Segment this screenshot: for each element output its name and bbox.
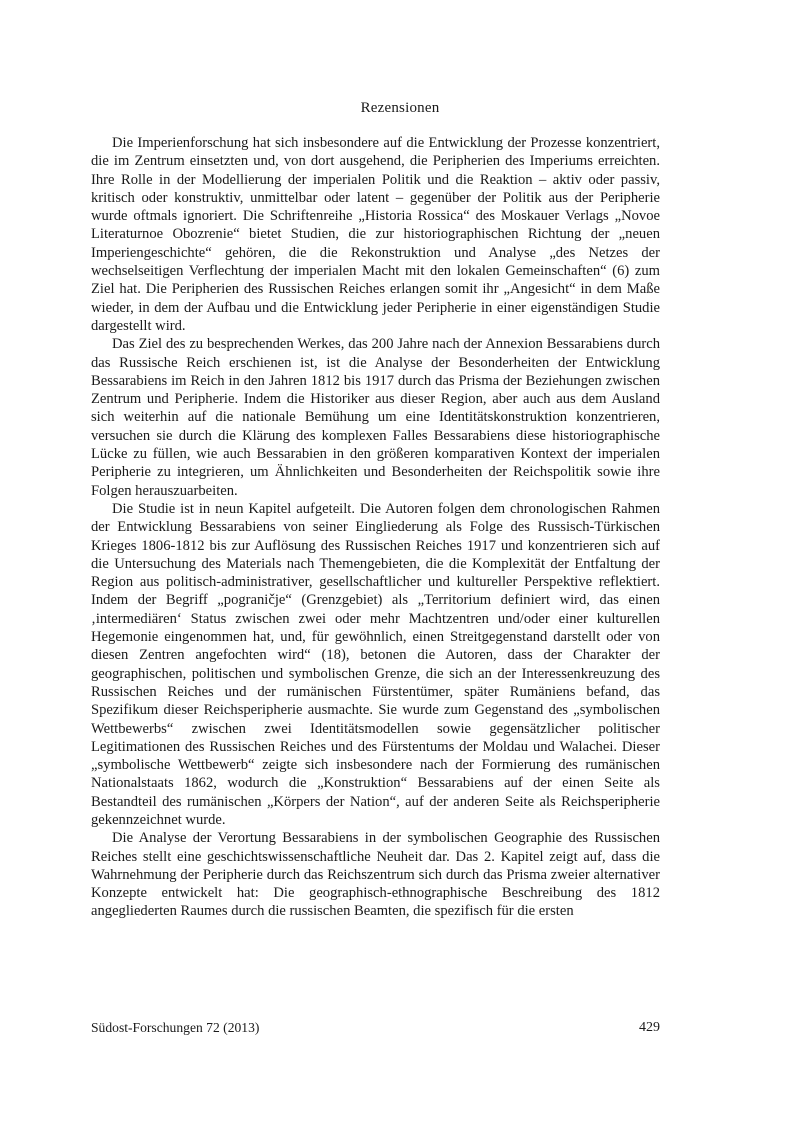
journal-citation: Südost-Forschungen 72 (2013) — [91, 1020, 260, 1035]
paragraph-4: Die Analyse der Verortung Bessarabiens in der symbolischen Geographie des Russischen Reiches stellt eine geschichtswissenschaftliche Neuheit dar. Das 2. Kapitel zeigt auf, dass die Wahrnehmung der Peripherie durch das Reichszentrum sich durch das Prisma zweier alternativer Konzepte entwickelt hat: Die geographisch-ethnographische Beschreibung des 1812 angegliederten Raumes durch die russischen Beamten, die spezifisch für die ersten — [91, 830, 660, 920]
paragraph-3: Die Studie ist in neun Kapitel aufgeteilt. Die Autoren folgen dem chronologischen Rahmen der Entwicklung Bessarabiens von seiner Eingliederung als Folge des Russisch-Türkischen Krieges 1806-1812 bis zur Auflösung des Russischen Reiches 1917 und konzentrieren sich auf die Untersuchung des Materials nach Themengebieten, die die Komplexität der Entfaltung der Region aus politisch-administrativer, gesellschaftlicher und kultureller Perspektive reflektiert. Indem der Begriff „pograničje“ (Grenzgebiet) als „Territorium definiert wird, das einen ‚intermediären‘ Status zwischen zwei oder mehr Machtzentren und/oder einer kulturellen Hegemonie eingenommen hat, und, für gewöhnlich, einen Streitgegenstand darstellt oder von diesen Zentren angefochten wird“ (18), betonen die Autoren, dass der Charakter der geographischen, politischen und symbolischen Grenze, die sich an der Interessenkreuzung des Russischen Reiches und der rumänischen Fürstentümer, später Rumäniens befand, das Spezifikum dieser Reichsperipherie ausmachte. Sie wurde zum Gegenstand des „symbolischen Wettbewerbs“ zwischen zwei Identitätsmodellen sowie gegensätzlicher politischer Legitimationen des Russischen Reiches und des Fürstentums der Moldau und Walachei. Dieser „symbolische Wettbewerb“ zeigte sich insbesondere nach der Formierung des rumänischen Nationalstaats 1862, wodurch die „Konstruktion“ Bessarabiens auf der einen Seite als Bestandteil des rumänischen „Körpers der Nation“, auf der anderen Seite als Reichsperipherie gekennzeichnet wurde. — [91, 500, 660, 828]
page-footer — [91, 1020, 660, 1036]
running-title: Rezensionen — [360, 100, 440, 116]
body-text — [91, 134, 660, 921]
page-number: 429 — [639, 1020, 660, 1035]
paragraph-1: Die Imperienforschung hat sich insbesondere auf die Entwicklung der Prozesse konzentriert, die im Zentrum einsetzten und, von dort ausgehend, die Peripherien des Imperiums erreichten. Ihre Rolle in der Modellierung der imperialen Politik und die Reaktion – aktiv oder passiv, kritisch oder konstruktiv, unmittelbar oder latent – gegenüber der Politik aus der Peripherie wurde oftmals ignoriert. Die Schriftenreihe „Historia Rossica“ des Moskauer Verlags „Novoe Literaturnoe Obozrenie“ bietet Studien, die zur historiographischen Richtung der „neuen Imperiengeschichte“ gehören, die die Rekonstruktion und Analyse „des Netzes der wechselseitigen Verflechtung der imperialen Macht mit den lokalen Gemeinschaften“ (6) zum Ziel hat. Die Peripherien des Russischen Reiches erlangen somit ihr „Angesicht“ in dem Maße wieder, in dem der Aufbau und die Entwicklung jeder Peripherie in einer eigenständigen Studie dargestellt wird. — [91, 135, 660, 334]
paragraph-2: Das Ziel des zu besprechenden Werkes, das 200 Jahre nach der Annexion Bessarabiens durch das Russische Reich erschienen ist, ist die Analyse der Besonderheiten der Entwicklung Bessarabiens im Reich in den Jahren 1812 bis 1917 durch das Prisma der Beziehungen zwischen Zentrum und Peripherie. Indem die Historiker aus dieser Region, aber auch aus dem Ausland sich weiterhin auf die nationale Bemühung um eine Identitätskonstruktion konzentrieren, versuchen sie durch die Klärung des komplexen Falles Bessarabiens diese historiographische Lücke zu füllen, wie auch Bessarabien in den größeren komparativen Kontext der imperialen Peripherie zu integrieren, um Ähnlichkeiten und Besonderheiten der Reichspolitik sowie ihre Folgen herauszuarbeiten. — [91, 336, 660, 499]
